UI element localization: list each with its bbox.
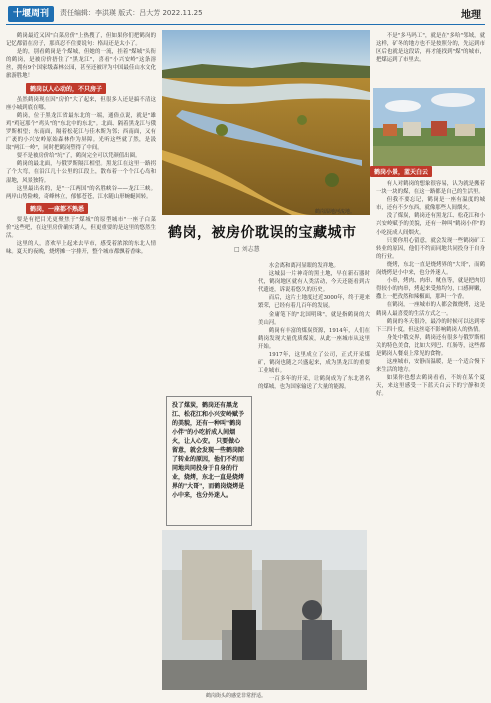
article-column-3-lower xyxy=(376,180,485,694)
article-byline: □ 刘志慧 xyxy=(234,246,260,253)
article-column-2 xyxy=(258,262,370,562)
wetland-photo-svg xyxy=(162,30,370,215)
bottom-photo-caption: 鹤岗街头的感觉非常舒适。 xyxy=(206,693,267,699)
col3-para-8: 在鹤岗，一座城市的人都会做烧烤，这是鹤岗人最喜爱的生活方式之一。 xyxy=(376,302,485,317)
col1-para-6: 鹤岗的最北面，与俄罗斯隔江相望。黑龙江在这里一路拐了个大弯，在沿江几十公里的江段上，散布着一个个江心岛和湿地，风景独特。 xyxy=(6,161,156,184)
col3-para-1: 不是"多马吗工"，就是在"多哈"邻域，就这样，矿冬的地方也不是按照分的，先运到市区后也就是这段话，再才能找到"煤"的城市，把煤运到了市里去。 xyxy=(376,33,485,64)
col3-para-12: 如果你也想去鹤岗看看，不妨在某个夏天，来这里感受一下蓝天白云下的宁静和美好。 xyxy=(376,375,485,398)
col1-para-4: 鹤岗，位于黑龙江省最东北的一端，通俗点说，就是"雄鸡"鸡冠那个"鸡头"的"东北中的东北"。北面、隔着黑龙江与俄罗斯相望；东南面，隔着松花江与佳木斯为邻；西南面，又有广袤的小兴安岭原始森林作为屏障。光听这些就了然，是汲取"两江一岭"，同时把鹤岗塑得了中间。 xyxy=(6,112,156,152)
col2-para-1: 水会离和离河显眼的发祥地。 xyxy=(268,263,339,269)
col2-para-7: 一百多年的开采，让鹤岗成为了东北著名的煤城，也为国家输送了大量的能源。 xyxy=(258,376,370,391)
col2-para-2: 这城县一片神奇的黑土地，早在新石器时代，鹤岗地区就有人类活动，今天还能看到古代遗迹，诉说着悠久的历史。 xyxy=(258,271,370,294)
col3-para-2: 有人对鹤岗的想象很容易，认为就是搬着一块一块的煤，在这一路都是自己的生活里。 xyxy=(376,181,485,196)
town-photo-svg xyxy=(373,88,485,166)
top-photo-caption: 鹤岗湿地河流地。 xyxy=(315,209,356,215)
col3-para-4: 没了煤炭，鹤岗还有黑龙江、松花江和小兴安岭赋予的美貌，还有一种叫"鹤岗小伴"的小吃抚成人间烟火。 xyxy=(376,213,485,236)
newspaper-brand: 十堰周刊 xyxy=(8,6,54,22)
masthead-rule xyxy=(6,24,485,25)
issue-meta: 责任编辑：李洪瑛 版式：吕大芳 2022.11.25 xyxy=(60,9,203,17)
street-photo xyxy=(162,530,367,690)
town-photo xyxy=(373,88,485,166)
article-column-3 xyxy=(376,32,485,84)
col1-para-5: 要不是被房价给"坑"了，鹤岗完全可以凭颜值出圈。 xyxy=(16,153,141,160)
section-label: 地理 xyxy=(461,10,481,21)
col1-para-3: 虽然鹤岗现在因"房价"大了起来，但很多人还是搞不清这座小城到底在哪。 xyxy=(6,96,156,111)
subhead-2: 鹤岗，一座都不熟悉 xyxy=(26,203,88,214)
col1-para-7: 这里最出名的，是"一江两国"的名胜峡谷——龙江三峡。两岸山势险峻，奇峰林立，郁郁苍苍，江水随山形蜿蜒回转。 xyxy=(6,185,156,200)
col3-para-10: 身处中俄交界，鹤岗还有很多与俄罗斯相关的特色美食，比如大列巴、红肠等，这些都是鹤岗人餐桌上常见的食物。 xyxy=(376,334,485,357)
col1-para-1: 鹤岗最近又因"白菜房价"上热搜了，但如果你们把鹤岗的记忆都留在房子，那真忍不住要说句：格局还是太小了。 xyxy=(6,33,156,48)
right-photo-caption: 鹤岗小景，蓝天白云 xyxy=(370,166,432,177)
col3-para-7: 小串，烤肉、肉串、鱿鱼等，就是把肉切得较小的肉串，烤起来受热均匀，口感鲜嫩，撒上一把孜然和辣椒面，那叫一个香。 xyxy=(376,278,485,301)
col2-para-4: 金庸笔下的"北国明珠"，就是指鹤岗的大美山河。 xyxy=(258,311,370,326)
wetland-photo xyxy=(162,30,370,215)
col2-para-6: 1917年，这里成立了公司，正式开采煤矿，鹤岗也随之兴盛起来，成为黑龙江的重要工业城市。 xyxy=(258,352,370,375)
street-photo-svg xyxy=(162,530,367,690)
col1-para-2: 是的，别看鹤岗是个煤城，但她的一流，挂着"煤城"头衔的鹤岗，是被房价捂住了"黑龙江"，喜看"小兴安岭"这条溶丝，拥有9个国家级森林公园，甚至还被评为中国最佳山水文化旅游胜地！ xyxy=(6,49,156,80)
col1-para-9: 这里的人，喜欢早上起来去早市，感受着浓浓的东北人情味。夏天的夜晚，烧烤摊一字排开，整个城市都飘着香味。 xyxy=(6,241,156,256)
masthead xyxy=(0,0,491,28)
subhead-1: 鹤岗以人心动的，不只房子 xyxy=(26,83,106,94)
col3-para-11: 这座城市，安静而温暖，是一个适合慢下来生活的地方。 xyxy=(376,359,485,374)
article-headline: 鹤岗，被房价耽误的宝藏城市 xyxy=(168,225,357,241)
col3-para-9: 鹤岗的冬天很冷，最冷的时候可以达到零下三四十度，但这丝毫不影响鹤岗人的热情。 xyxy=(376,318,485,333)
col3-para-6: 烧烤，东北一直是烧烤界的"大哥"，而鹤岗烧烤是小中来，也分外迷人。 xyxy=(376,261,485,277)
col2-para-3: 而后，这片土地度过近3000年，终于迎来繁荣，已经有着几百年的发展。 xyxy=(258,295,370,310)
col1-para-8: 要是有把目光更聚焦于"煤城"的原型城市"一座子白菜价"这些吧，在这里房价确实诱人，但更重要的是这里的悠然生活。 xyxy=(6,216,156,239)
col3-para-5: 只要你用心留意，就会发现一些鹤岗矿工转业的原因，他们不约而同地共同投身于自身的行业。 xyxy=(376,237,485,260)
col3-para-3: 但我不要忘记，鹤岗是一座有温度的城市，还有不少东西，就像那些人间烟火。 xyxy=(376,197,485,212)
col2-para-5: 鹤岗有丰富的煤炭资源，1914年，人们在鹤岗发现大量优质煤炭，从此一座城市从这里开始。 xyxy=(258,327,370,350)
pull-quote: 没了煤炭，鹤岗还有黑龙江、松花江和小兴安岭赋予的美貌，还有一种叫"鹤岗小伴"的小吃折成人间烟火，让人心安。 只要做心留意，就会发现一些鹤岗除了转业的原因，他们不约而同地共同投身于自身的行业，烧烤，东北一直是烧烤界的"大哥"，而鹤岗烧烤是小中来，也分外迷人。 xyxy=(166,396,252,526)
article-column-1 xyxy=(6,32,156,694)
